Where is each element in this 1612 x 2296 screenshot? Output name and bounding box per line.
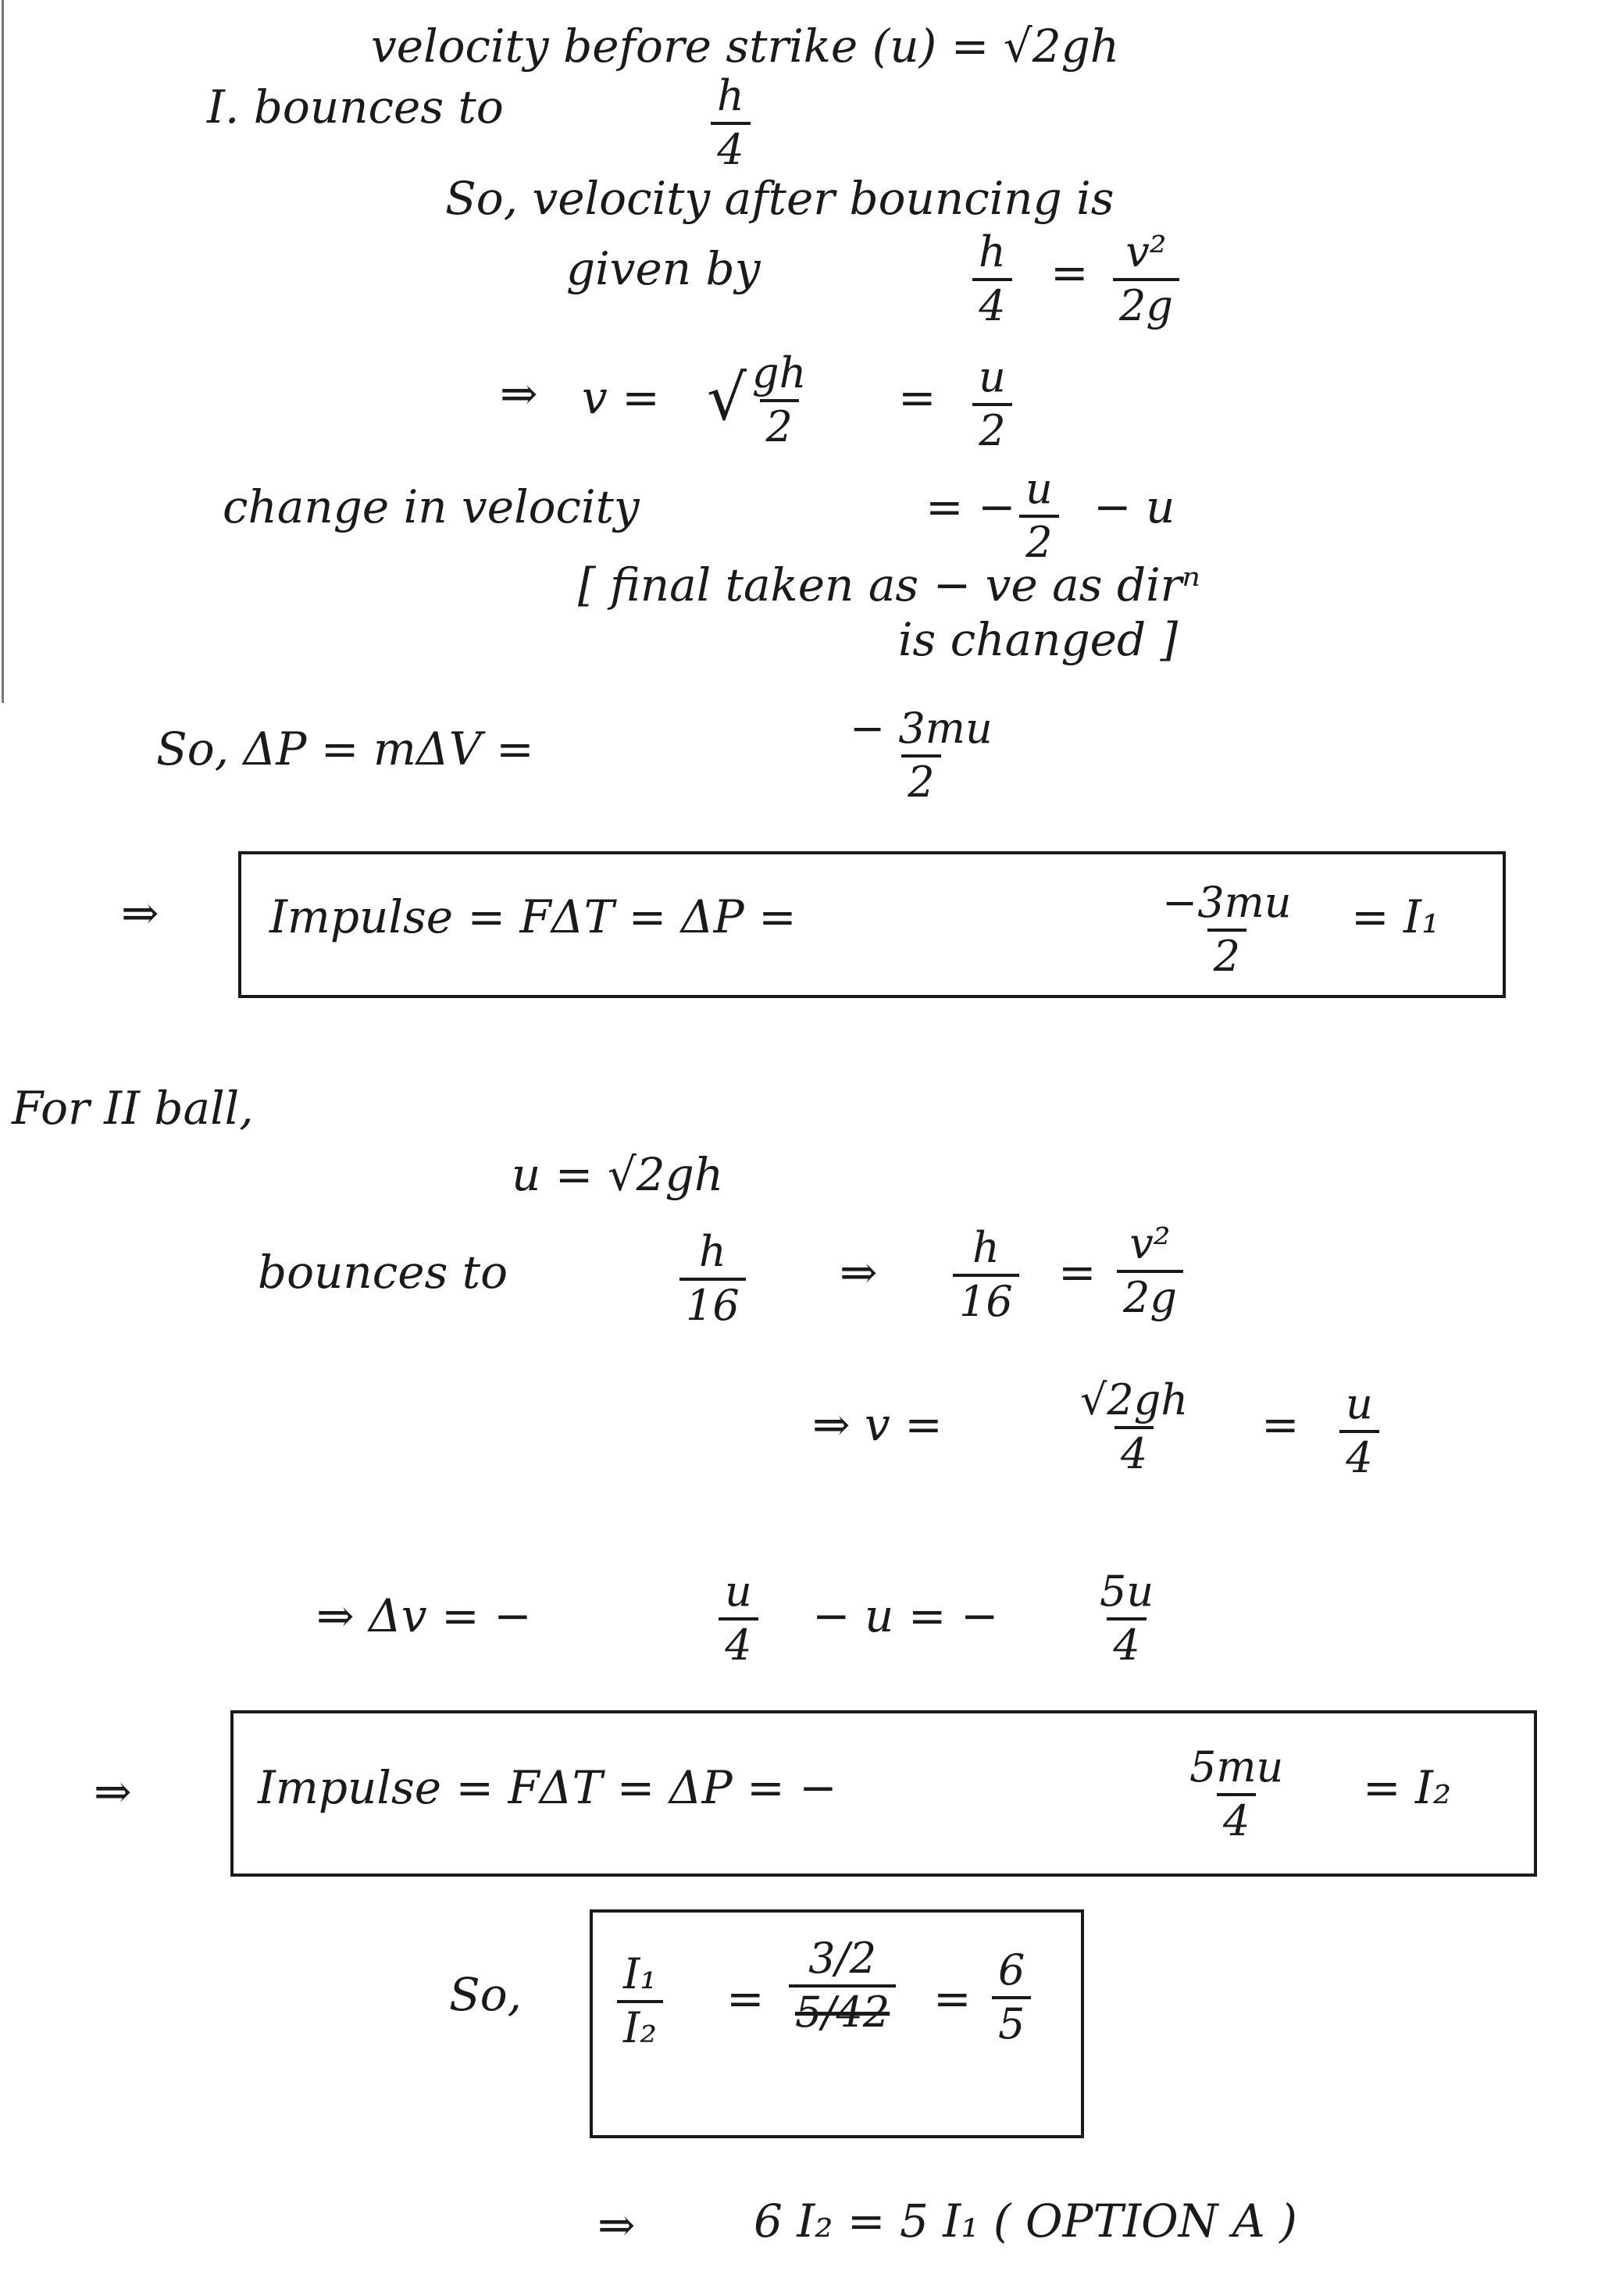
line-v-equals: ⇒ v = xyxy=(812,1398,943,1451)
root-sign: √ xyxy=(707,362,747,434)
fraction-root2gh-over-4: $\frac{√2gh}{4}$ xyxy=(1080,1375,1189,1478)
line-delta-v: ⇒ Δv = − xyxy=(316,1589,532,1642)
fraction-gh-over-2: $\frac{gh}{2}$ xyxy=(752,348,807,451)
fraction-u-over-4: $\frac{u}{4}$ xyxy=(1339,1382,1379,1480)
implies-arrow: ⇒ xyxy=(94,1765,132,1818)
equals-sign: = xyxy=(933,1972,972,2025)
equals-i2: = I₂ xyxy=(1363,1761,1452,1814)
equals-i1: = I₁ xyxy=(1351,890,1440,943)
fraction-i1-over-i2: $\frac{\text{I₁}}{\text{I₂}}$ xyxy=(617,1952,663,2050)
fraction-u-over-2: $\frac{u}{2}$ xyxy=(972,355,1012,453)
implies-arrow: ⇒ xyxy=(597,2198,636,2251)
line-delta-p: So, ΔP = mΔV = xyxy=(156,722,534,775)
final-answer-option-a: 6 I₂ = 5 I₁ ( OPTION A ) xyxy=(754,2194,1297,2248)
note-direction-changed: is changed ] xyxy=(898,613,1179,666)
line-velocity-after-bouncing: So, velocity after bouncing is xyxy=(445,172,1114,225)
fraction-3-2-over-5-42: $\frac{3/2}{5/42}$ xyxy=(789,1937,896,2034)
fraction-6-over-5: $\frac{6}{5}$ xyxy=(992,1948,1031,2046)
line-impulse-2: Impulse = FΔT = ΔP = − xyxy=(258,1761,837,1814)
equals-sign: = xyxy=(1050,246,1089,299)
line-u-equals-root-2gh: u = √2gh xyxy=(512,1148,724,1201)
line-change-in-velocity: change in velocity xyxy=(223,480,640,533)
fraction-h-over-16: $\frac{h}{16}$ xyxy=(953,1226,1019,1324)
implies-arrow: ⇒ xyxy=(121,886,159,939)
denominator: 4 xyxy=(711,122,750,173)
minus-u: − u xyxy=(1093,480,1175,533)
equals-sign: = xyxy=(1261,1398,1300,1451)
fraction-5mu-over-4: $\frac{5mu}{4}$ xyxy=(1189,1742,1284,1845)
fraction-h-over-4: $\frac{h}{4}$ xyxy=(972,230,1012,328)
minus-u-equals-minus: − u = − xyxy=(812,1589,999,1642)
equals-minus: = − xyxy=(925,480,1016,533)
left-margin-line xyxy=(2,0,4,703)
equals-sign: = xyxy=(1058,1246,1097,1299)
fraction-v2-over-2g: $\frac{\text{v²}}{2g}$ xyxy=(1117,1222,1183,1320)
v-equals: v = xyxy=(582,371,660,424)
fraction-u-over-4: $\frac{u}{4}$ xyxy=(719,1570,758,1667)
line-impulse-1: Impulse = FΔT = ΔP = xyxy=(269,890,797,943)
fraction-minus-3mu-over-2: $\frac{- 3mu}{2}$ xyxy=(850,704,993,807)
equals-sign: = xyxy=(898,371,936,424)
fraction-5u-over-4: $\frac{5u}{4}$ xyxy=(1100,1567,1154,1670)
line-bounces-to: I. bounces to xyxy=(207,80,504,134)
fraction-u-over-2: $\frac{u}{2}$ xyxy=(1019,467,1059,565)
fraction-v2-over-2g: $\frac{\text{v²}}{2g}$ xyxy=(1113,230,1179,328)
line-given-by: given by xyxy=(566,242,761,295)
note-final-taken-negative: [ final taken as − ve as dirⁿ xyxy=(578,558,1200,611)
numerator: h xyxy=(717,71,744,120)
line-velocity-before-strike: velocity before strike (u) = √2gh xyxy=(371,20,1120,73)
heading-for-second-ball: For II ball, xyxy=(12,1082,254,1135)
fraction-minus-3mu-over-2: $\frac{-3mu}{2}$ xyxy=(1162,878,1292,981)
line-bounces-to-h16: bounces to xyxy=(258,1246,508,1299)
fraction-h-over-16: $\frac{h}{16}$ xyxy=(679,1230,746,1328)
fraction-h-over-4 xyxy=(711,71,751,174)
equals-sign: = xyxy=(726,1972,765,2025)
implies-arrow: ⇒ xyxy=(500,367,538,420)
implies-arrow: ⇒ xyxy=(840,1246,878,1299)
so-label: So, xyxy=(449,1968,522,2021)
